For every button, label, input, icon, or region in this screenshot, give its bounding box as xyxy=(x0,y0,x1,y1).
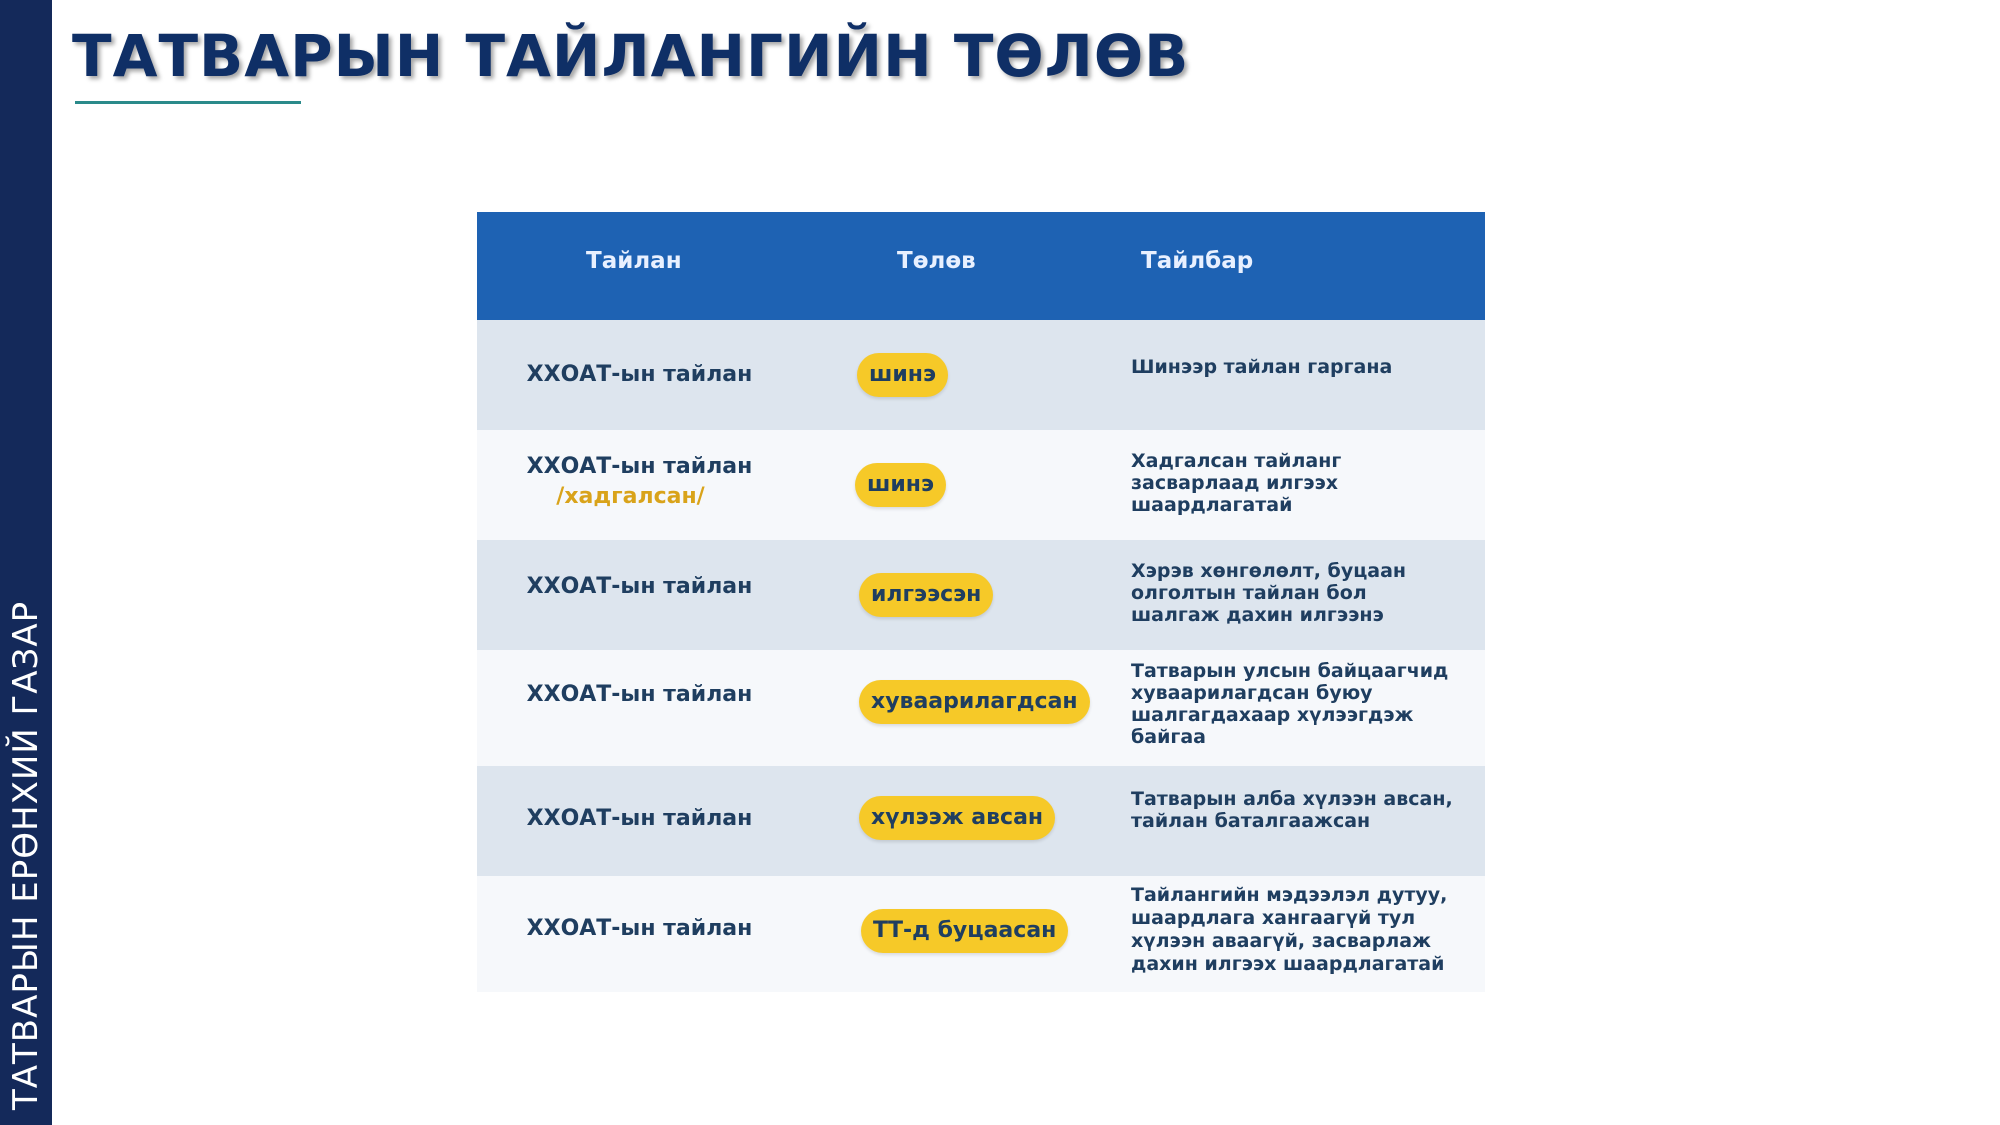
organization-label: ТАТВАРЫН ЕРӨНХИЙ ГАЗАР xyxy=(6,600,46,1110)
table-row xyxy=(477,320,1485,430)
table-row xyxy=(477,540,1485,650)
status-description: Хадгалсан тайланг засварлаад илгээх шаардлагатай xyxy=(1131,450,1342,516)
status-badge: ТТ-д буцаасан xyxy=(861,909,1068,953)
report-name-text: ХХОАТ-ын тайлан xyxy=(526,806,753,831)
table-row xyxy=(477,650,1485,766)
status-badge: хүлээж авсан xyxy=(859,796,1055,840)
status-description: Тайлангийн мэдээлэл дутуу, шаардлага хангаагүй тул хүлээн аваагүй, засварлаж дахин илгээх шаардлагатай xyxy=(1131,884,1448,975)
report-name-text: ХХОАТ-ын тайлан xyxy=(526,574,753,599)
report-name xyxy=(477,360,802,390)
report-name xyxy=(477,804,802,834)
report-name xyxy=(477,572,802,602)
report-name-text: ХХОАТ-ын тайлан xyxy=(526,454,753,479)
report-name xyxy=(477,680,802,710)
report-sublabel: /хадгалсан/ xyxy=(556,484,705,509)
report-name-text: ХХОАТ-ын тайлан xyxy=(526,682,753,707)
status-badge: шинэ xyxy=(855,463,946,507)
status-description: Хэрэв хөнгөлөлт, буцаан олголтын тайлан бол шалгаж дахин илгээнэ xyxy=(1131,560,1407,626)
table-header xyxy=(477,212,1485,320)
side-band xyxy=(0,0,52,1125)
status-badge: хуваарилагдсан xyxy=(859,680,1090,724)
column-header-status: Төлөв xyxy=(897,248,976,274)
report-name xyxy=(477,914,802,944)
report-name-text: ХХОАТ-ын тайлан xyxy=(526,362,753,387)
column-header-description: Тайлбар xyxy=(1141,248,1254,274)
report-name-text: ХХОАТ-ын тайлан xyxy=(526,916,753,941)
table-row xyxy=(477,430,1485,540)
report-name xyxy=(477,452,802,512)
column-header-report: Тайлан xyxy=(586,248,682,274)
status-description: Татварын улсын байцаагчид хуваарилагдсан буюу шалгагдахаар хүлээгдэж байгаа xyxy=(1131,660,1449,748)
status-badge: илгээсэн xyxy=(859,573,993,617)
status-table xyxy=(477,212,1485,992)
status-badge: шинэ xyxy=(857,353,948,397)
title-underline xyxy=(75,101,301,104)
status-description: Шинээр тайлан гаргана xyxy=(1131,356,1393,378)
page-title: ТАТВАРЫН ТАЙЛАНГИЙН ТӨЛӨВ xyxy=(72,22,1190,90)
table-row xyxy=(477,766,1485,876)
table-row xyxy=(477,876,1485,992)
status-description: Татварын алба хүлээн авсан, тайлан баталгаажсан xyxy=(1131,788,1453,832)
